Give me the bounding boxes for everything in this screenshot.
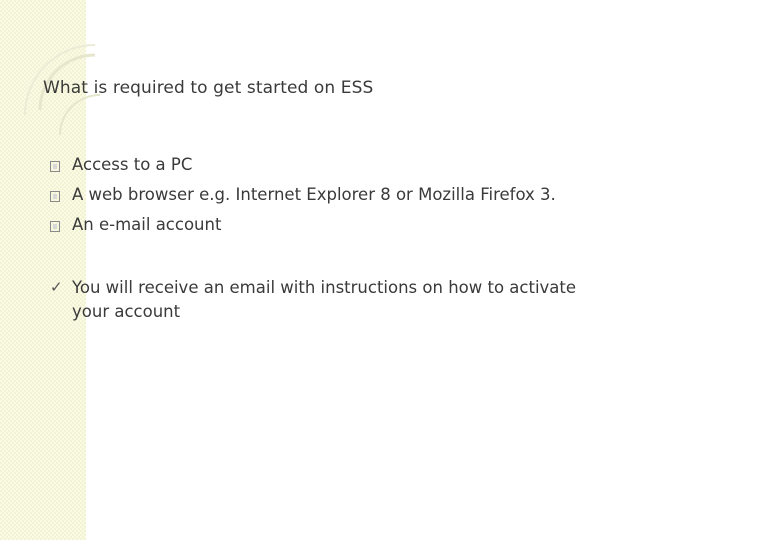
list-item-text: An e-mail account — [72, 215, 222, 234]
list-item — [50, 155, 750, 185]
list-item — [50, 215, 750, 245]
list-item-text: Access to a PC — [72, 155, 193, 174]
slide-title: What is required to get started on ESS — [43, 78, 374, 98]
checkbox-bullet-icon — [50, 161, 60, 172]
checkmark-icon: ✓ — [50, 278, 63, 296]
bullet-list — [50, 155, 750, 245]
checkbox-bullet-icon — [50, 191, 60, 202]
note-item — [50, 276, 670, 324]
list-item — [50, 185, 750, 215]
list-item-text: A web browser e.g. Internet Explorer 8 or Mozilla Firefox 3. — [72, 185, 556, 204]
note-text: You will receive an email with instructions on how to activate your account — [72, 278, 577, 321]
checkbox-bullet-icon — [50, 221, 60, 232]
